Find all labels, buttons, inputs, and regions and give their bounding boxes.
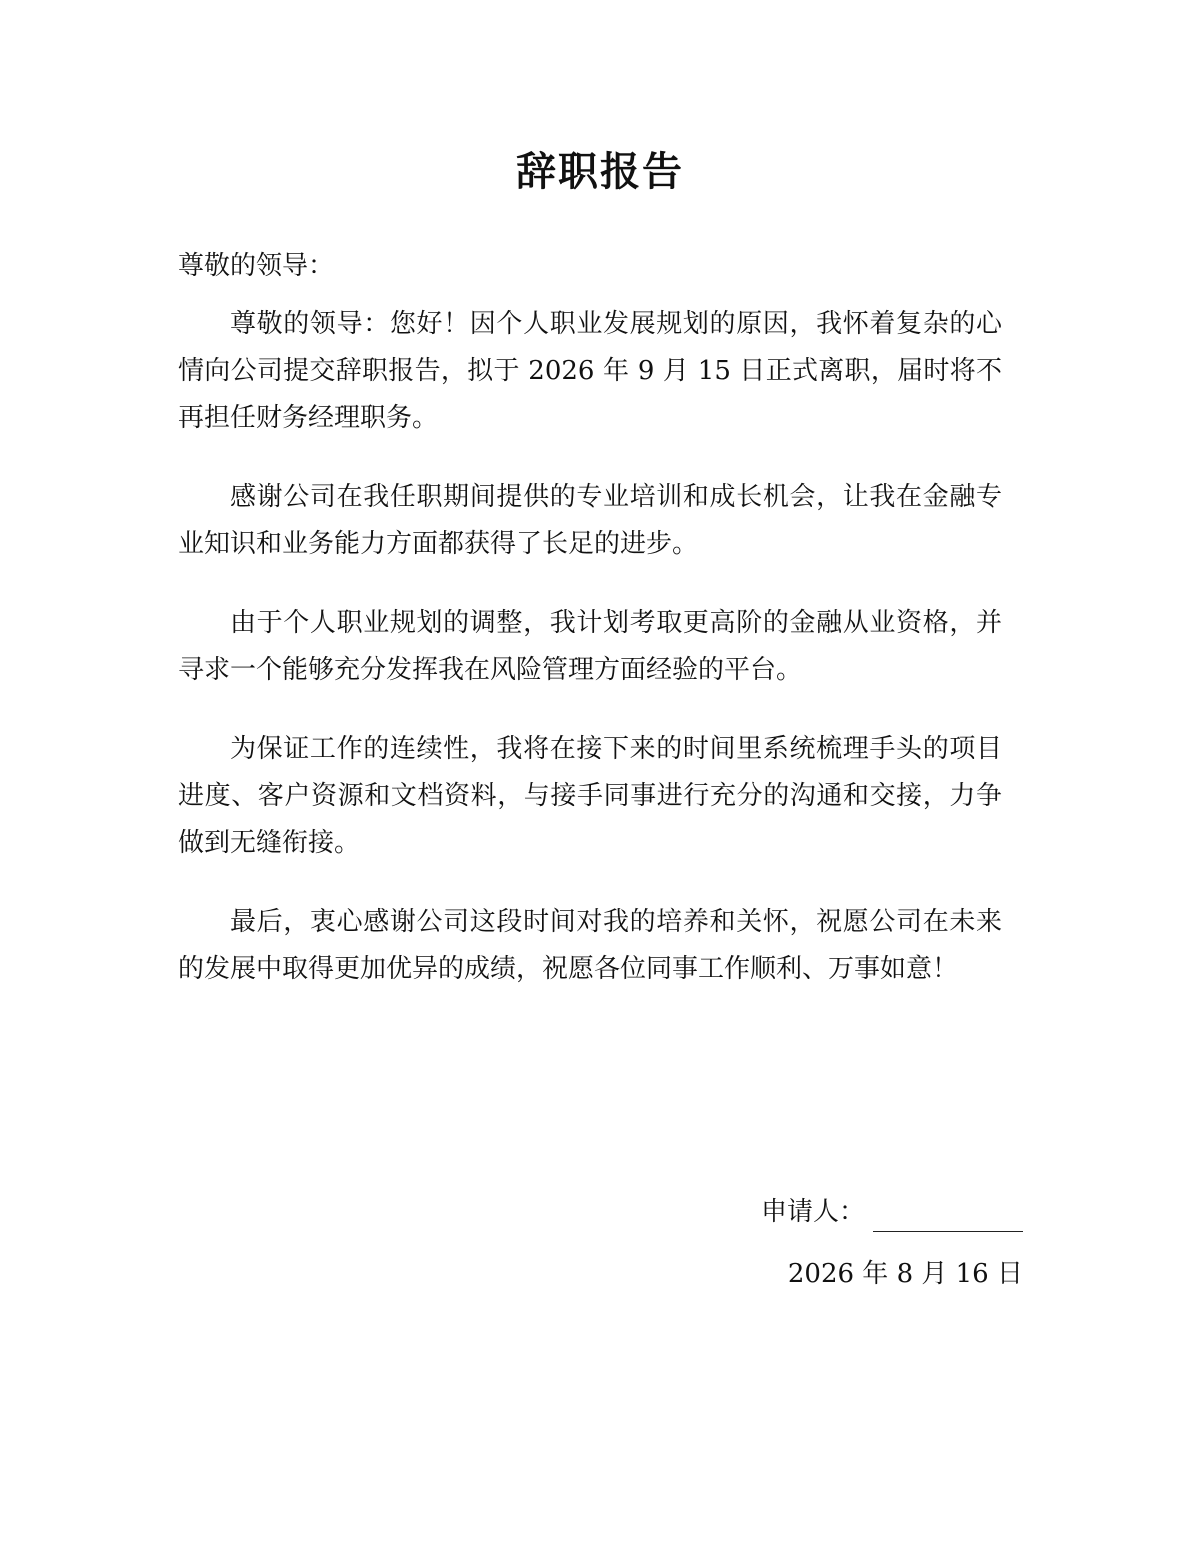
paragraph: 感谢公司在我任职期间提供的专业培训和成长机会，让我在金融专业知识和业务能力方面都获得了长足的进步。 [178, 482, 1002, 559]
letter-body [178, 301, 1002, 1025]
paragraph: 为保证工作的连续性，我将在接下来的时间里系统梳理手头的项目进度、客户资源和文档资料，与接手同事进行充分的沟通和交接，力争做到无缝衔接。 [178, 734, 1002, 858]
paragraph: 由于个人职业规划的调整，我计划考取更高阶的金融从业资格，并寻求一个能够充分发挥我在风险管理方面经验的平台。 [178, 608, 1002, 685]
document-title: 辞职报告 [516, 149, 684, 195]
paragraph: 尊敬的领导：您好！因个人职业发展规划的原因，我怀着复杂的心情向公司提交辞职报告，拟于 2026 年 9 月 15 日正式离职，届时将不再担任财务经理职务。 [178, 309, 1002, 433]
signature-row [761, 1192, 1023, 1232]
document-date: 2026 年 8 月 16 日 [787, 1259, 1023, 1289]
applicant-label: 申请人： [760, 1197, 865, 1227]
salutation: 尊敬的领导： [178, 251, 335, 281]
paragraph: 最后，衷心感谢公司这段时间对我的培养和关怀，祝愿公司在未来的发展中取得更加优异的成绩，祝愿各位同事工作顺利、万事如意！ [178, 907, 1002, 984]
signature-line [873, 1201, 1023, 1232]
